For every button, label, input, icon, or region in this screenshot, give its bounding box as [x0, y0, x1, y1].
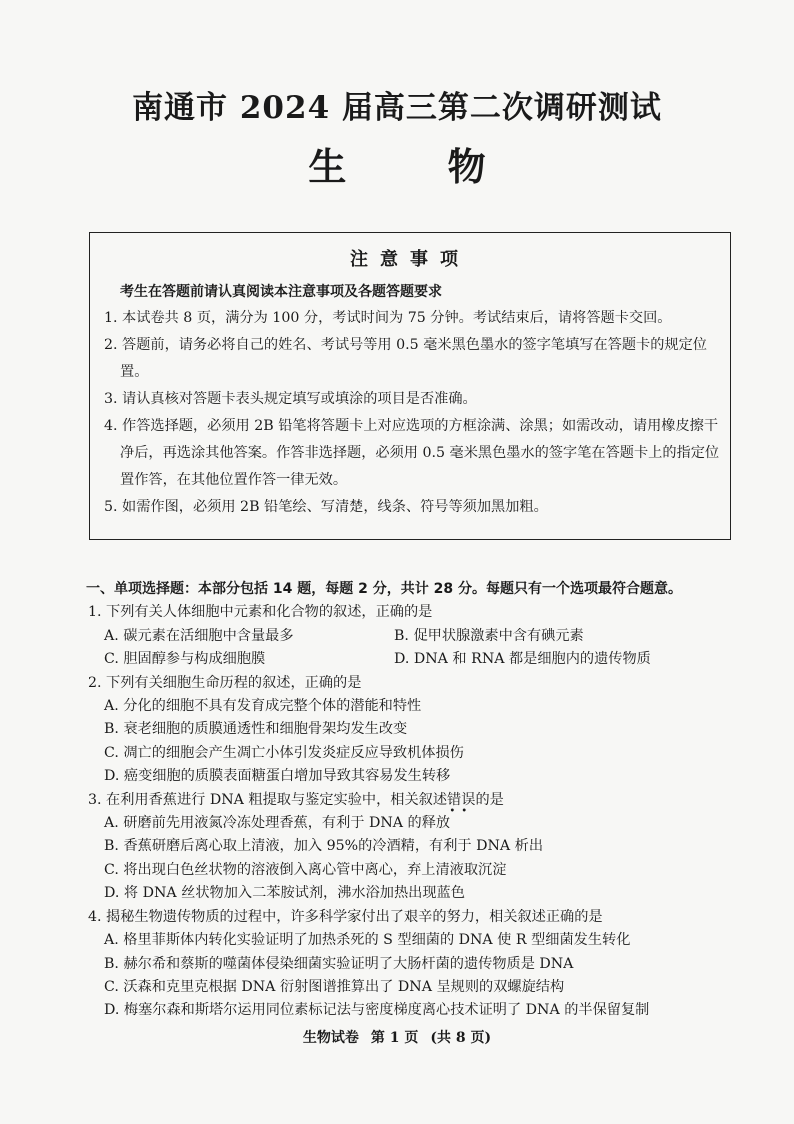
- question-2: [88, 672, 728, 789]
- option-b: B. 衰老细胞的质膜通透性和细胞骨架均发生改变: [104, 721, 408, 738]
- emphasis-dots: ••: [449, 805, 474, 817]
- option-b: B. 香蕉研磨后离心取上清液，加入 95%的冷酒精，有利于 DNA 析出: [104, 838, 544, 855]
- option-c: C. 胆固醇参与构成细胞膜: [104, 651, 266, 668]
- notice-requirement: 考生在答题前请认真阅读本注意事项及各题答题要求: [120, 284, 442, 300]
- option-c: C. 将出现白色丝状物的溶液倒入离心管中离心，弃上清液取沉淀: [104, 861, 507, 878]
- notice-item: 4. 作答选择题，必须用 2B 铅笔将答题卡上对应选项的方框涂满、涂黑；如需改动，请用橡皮擦干净后，再选涂其他答案。作答非选择题，必须用 0.5 毫米黑色墨水的签字笔在答题卡上的指定位置作答，在其他位置作答一律无效。: [104, 418, 720, 488]
- footer-total: (共 8 页): [430, 1030, 492, 1046]
- option-a: A. 研磨前先用液氮冷冻处理香蕉，有利于 DNA 的释放: [104, 815, 451, 832]
- question-1: [88, 601, 728, 671]
- notice-item: 1. 本试卷共 8 页，满分为 100 分，考试时间为 75 分钟。考试结束后，请将答题卡交回。: [104, 310, 672, 326]
- stem-text: 3. 在利用香蕉进行 DNA 粗提取与鉴定实验中，相关叙述: [88, 791, 448, 808]
- single-choice-section: [88, 578, 728, 1023]
- page-footer: [0, 1027, 794, 1047]
- option-a: A. 碳元素在活细胞中含量最多: [104, 627, 294, 644]
- option-a: A. 分化的细胞不具有发育成完整个体的潜能和特性: [104, 698, 422, 715]
- question-stem: 1. 下列有关人体细胞中元素和化合物的叙述，正确的是: [88, 604, 433, 621]
- option-d: D. 将 DNA 丝状物加入二苯胺试剂，沸水浴加热出现蓝色: [104, 885, 465, 902]
- question-4: [88, 906, 728, 1023]
- footer-subject: 生物试卷: [302, 1030, 359, 1046]
- stem-text: 的是: [475, 791, 504, 808]
- notice-title: 注意事项: [350, 249, 470, 270]
- notice-box: [89, 232, 731, 540]
- option-a: A. 格里菲斯体内转化实验证明了加热杀死的 S 型细菌的 DNA 使 R 型细菌发生转化: [104, 932, 631, 949]
- option-row: [88, 648, 728, 671]
- notice-item: 5. 如需作图，必须用 2B 铅笔绘、写清楚，线条、符号等须加黑加粗。: [104, 499, 548, 515]
- notice-item: 3. 请认真核对答题卡表头规定填写或填涂的项目是否准确。: [104, 391, 477, 407]
- notice-item: 2. 答题前，请务必将自己的姓名、考试号等用 0.5 毫米黑色墨水的签字笔填写在答题卡的规定位置。: [104, 337, 707, 380]
- subject-title: 生 物: [308, 144, 530, 189]
- option-b: B. 促甲状腺激素中含有碘元素: [394, 627, 584, 644]
- section-heading: 一、单项选择题：本部分包括 14 题，每题 2 分，共计 28 分。每题只有一个选项最符合题意。: [86, 581, 682, 597]
- notice-list: [100, 305, 720, 521]
- option-d: D. DNA 和 RNA 都是细胞内的遗传物质: [394, 651, 651, 668]
- option-c: C. 沃森和克里克根据 DNA 衍射图谱推算出了 DNA 呈规则的双螺旋结构: [104, 978, 565, 995]
- question-3: [88, 789, 728, 906]
- option-d: D. 梅塞尔森和斯塔尔运用同位素标记法与密度梯度离心技术证明了 DNA 的半保留复制: [104, 1002, 650, 1019]
- option-c: C. 凋亡的细胞会产生凋亡小体引发炎症反应导致机体损伤: [104, 744, 464, 761]
- exam-title: 南通市 2024 届高三第二次调研测试: [132, 90, 662, 126]
- question-stem: 4. 揭秘生物遗传物质的过程中，许多科学家付出了艰辛的努力，相关叙述正确的是: [88, 908, 603, 925]
- question-stem: [88, 789, 728, 817]
- footer-page: 第 1 页: [370, 1030, 419, 1046]
- option-row: [88, 625, 728, 648]
- question-stem: 2. 下列有关细胞生命历程的叙述，正确的是: [88, 674, 362, 691]
- option-d: D. 癌变细胞的质膜表面糖蛋白增加导致其容易发生转移: [104, 768, 451, 785]
- option-b: B. 赫尔希和蔡斯的噬菌体侵染细菌实验证明了大肠杆菌的遗传物质是 DNA: [104, 955, 574, 972]
- emphasis-word: 错误 ••: [447, 791, 476, 817]
